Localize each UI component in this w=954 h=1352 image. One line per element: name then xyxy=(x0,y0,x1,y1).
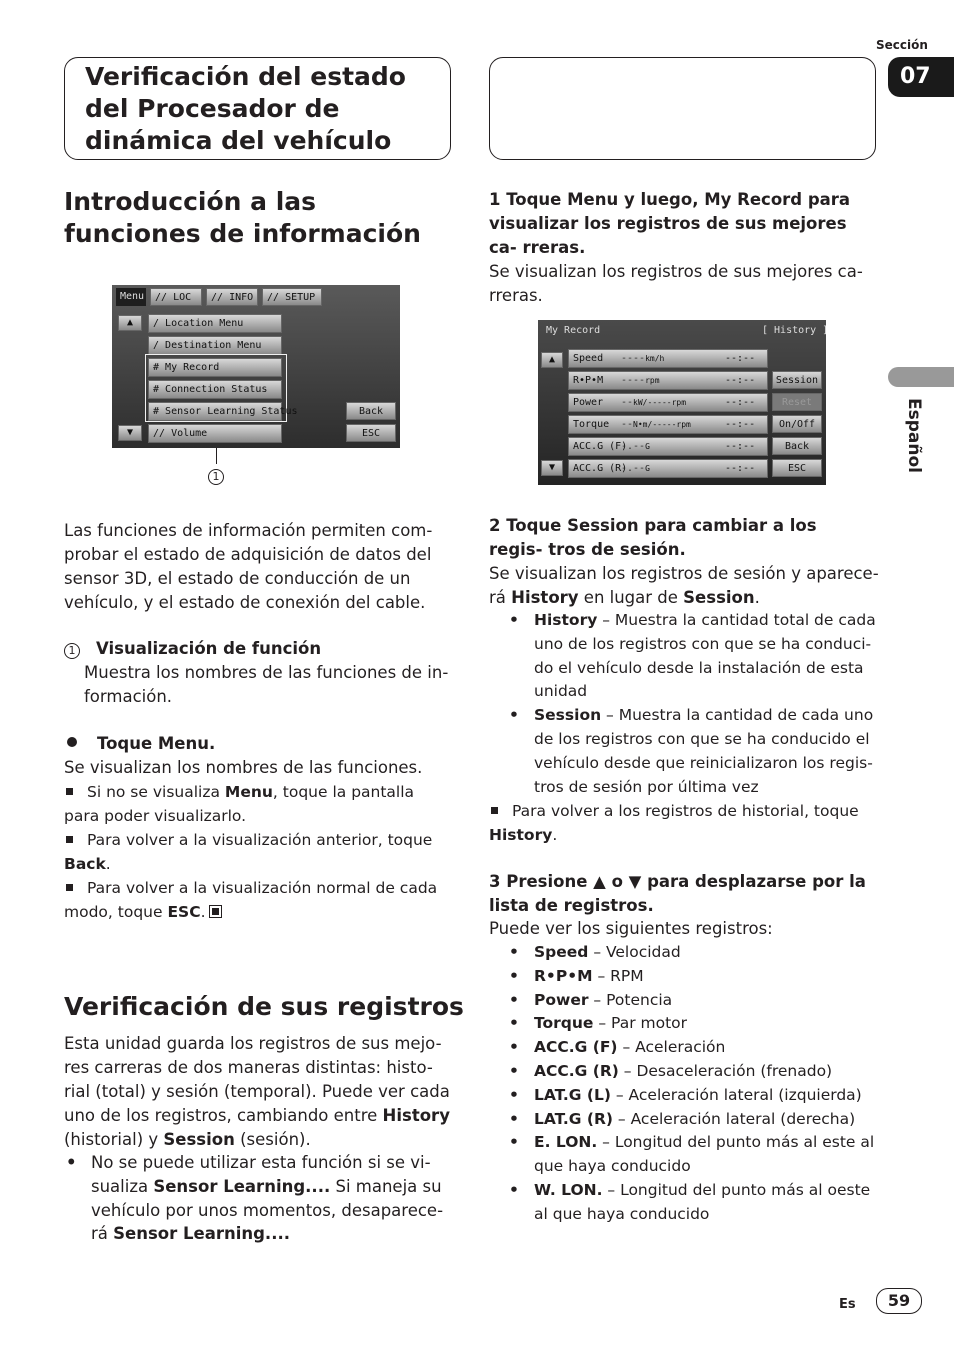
step-bullet-icon xyxy=(67,737,77,747)
records-bullets xyxy=(46,1151,446,1246)
step2-title: 2 Toque Session para cambiar a los regis- tros de sesión. xyxy=(489,516,817,559)
note-menu: Si no se visualiza Menu, toque la pantalla para poder visualizarlo. xyxy=(64,783,415,825)
step2-description: Se visualizan los registros de sesión y aparece- rá History en lugar de Session. xyxy=(489,564,879,607)
menu-tab: Menu xyxy=(116,288,146,306)
menu-item-sensor-learning-label: Sensor Learning Status xyxy=(165,406,298,417)
my-record-title: My Record xyxy=(546,325,601,336)
step1-description: Se visualizan los registros de sus mejores ca- rreras. xyxy=(489,262,863,305)
list-item: • E. LON. – Longitud del punto más al este al que haya conducido xyxy=(509,1133,875,1176)
note-square-icon xyxy=(66,884,73,891)
mode-definitions xyxy=(489,609,879,799)
intro-heading: Introducción a las funciones de información xyxy=(64,187,421,248)
callout-line xyxy=(216,448,217,464)
record-row-label: R•P•M xyxy=(573,375,604,386)
setup-tab-label: SETUP xyxy=(285,292,316,303)
reset-button: Reset xyxy=(772,393,822,411)
empty-header-box xyxy=(489,57,876,160)
record-row-unit: kW/-----rpm xyxy=(633,398,687,407)
my-record-mode: [ History ] xyxy=(762,325,829,336)
note-history: Para volver a los registros de historial, toque History. xyxy=(489,802,859,844)
list-item: • No se puede utilizar esta función si se vi- sualiza Sensor Learning.... Si maneja su vehículo por unos momentos, desaparece- rá Sensor Learning.... xyxy=(66,1153,444,1244)
intro-paragraph: Las funciones de información permiten com- probar el estado de adquisición de datos del sensor 3D, el estado de conducción de un vehículo, y el estado de conexión del cable. xyxy=(64,521,433,612)
scroll-up-button: ▲ xyxy=(541,352,563,368)
setup-tab: // SETUP xyxy=(262,288,322,306)
menu-item-location: / Location Menu xyxy=(148,314,282,333)
callout-marker: 1 xyxy=(208,469,224,485)
records-list xyxy=(489,941,879,1227)
toque-menu-block xyxy=(64,732,454,924)
record-row-unit: N•m/-----rpm xyxy=(633,420,691,429)
record-row-label: ACC.G (R) xyxy=(573,463,628,474)
callout-description: Muestra los nombres de las funciones de in- formación. xyxy=(84,663,449,706)
scroll-down-button: ▼ xyxy=(541,460,563,476)
list-item: • Session – Muestra la cantidad de cada uno de los registros con que se ha conducido el vehículo desde que reinicializaron los regis- tros de sesión por última vez xyxy=(509,706,874,796)
info-tab-label: INFO xyxy=(229,292,254,303)
chapter-title-box xyxy=(64,57,451,160)
section-number-badge: 07 xyxy=(888,57,954,97)
record-row-label: Torque xyxy=(573,419,610,430)
list-item: • W. LON. – Longitud del punto más al oeste al que haya conducido xyxy=(509,1180,871,1223)
list-item: • Torque – Par motor xyxy=(509,1014,688,1033)
menu-item-sensor-learning: # Sensor Learning Status xyxy=(148,402,282,421)
menu-item-my-record-label: My Record xyxy=(165,362,220,373)
record-row: ACC.G (F)-.--G --:-- xyxy=(568,437,768,456)
menu-item-volume: // Volume xyxy=(148,424,282,443)
list-item: • History – Muestra la cantidad total de cada uno de los registros con que se ha conduci- do el vehículo desde la instalación de esta unidad xyxy=(509,611,876,701)
record-row: Torque --N•m/-----rpm --:-- xyxy=(568,415,768,434)
toque-menu-description: Se visualizan los nombres de las funciones. xyxy=(64,758,423,777)
screen1-esc-button: ESC xyxy=(346,424,396,442)
scroll-down-button: ▼ xyxy=(118,425,142,441)
records-paragraph: Esta unidad guarda los registros de sus mejo- res carreras de dos maneras distintas: histo- rial (total) y sesión (temporal). Puede ver cada uno de los registros, cambiando entre History (historial) y Session (sesión). xyxy=(64,1034,450,1149)
screen2-back-button: Back xyxy=(772,437,822,455)
list-item: • LAT.G (R) – Aceleración lateral (derecha) xyxy=(509,1109,856,1128)
list-item: • LAT.G (L) – Aceleración lateral (izquierda) xyxy=(509,1085,862,1104)
record-row-unit: G xyxy=(645,464,650,473)
screen2-esc-button: ESC xyxy=(772,459,822,477)
list-item: • R•P•M – RPM xyxy=(509,966,644,985)
step3-title: 3 Presione ▲ o ▼ para desplazarse por la lista de registros. xyxy=(489,872,866,915)
language-tab-bar xyxy=(888,367,954,387)
records-heading: Verificación de sus registros xyxy=(64,992,464,1021)
menu-item-location-label: Location Menu xyxy=(165,318,244,329)
note-square-icon xyxy=(66,836,73,843)
step1-title: 1 Toque Menu y luego, My Record para visualizar los registros de sus mejores ca- rreras. xyxy=(489,190,851,257)
screen1-back-button: Back xyxy=(346,402,396,420)
menu-item-my-record: # My Record xyxy=(148,358,282,377)
toque-menu-title: Toque Menu. xyxy=(97,734,216,753)
info-tab: // INFO xyxy=(206,288,258,306)
loc-tab: // LOC xyxy=(150,288,202,306)
language-tab-label: Español xyxy=(904,398,924,473)
list-item: • ACC.G (R) – Desaceleración (frenado) xyxy=(509,1061,833,1080)
note-back: Para volver a la visualización anterior, toque Back. xyxy=(64,831,433,873)
record-row: ACC.G (R)-.--G --:-- xyxy=(568,459,768,478)
session-button: Session xyxy=(772,371,822,389)
list-item: • Power – Potencia xyxy=(509,990,673,1009)
chapter-title: Verificación del estado del Procesador de dinámica del vehículo xyxy=(85,62,406,155)
scroll-up-button: ▲ xyxy=(118,315,142,331)
menu-item-volume-label: Volume xyxy=(171,428,208,439)
callout-number: 1 xyxy=(64,643,80,659)
menu-item-destination-label: Destination Menu xyxy=(165,340,262,351)
page-number: 59 xyxy=(876,1288,922,1314)
note-square-icon xyxy=(491,807,498,814)
menu-item-connection: # Connection Status xyxy=(148,380,282,399)
record-row-unit: G xyxy=(645,442,650,451)
record-row-unit: rpm xyxy=(645,376,660,385)
record-row: R•P•M ----rpm --:-- xyxy=(568,371,768,390)
record-row-label: ACC.G (F) xyxy=(573,441,628,452)
loc-tab-label: LOC xyxy=(173,292,192,303)
note-square-icon xyxy=(66,788,73,795)
end-mark-icon xyxy=(209,905,222,918)
callout-title: Visualización de función xyxy=(96,639,322,658)
step3-description: Puede ver los siguientes registros: xyxy=(489,919,773,938)
record-row-unit: km/h xyxy=(645,354,665,363)
record-row-label: Power xyxy=(573,397,604,408)
onoff-button: On/Off xyxy=(772,415,822,433)
footer-lang-code: Es xyxy=(839,1297,856,1312)
menu-item-destination: / Destination Menu xyxy=(148,336,282,355)
callout-item xyxy=(64,637,454,709)
record-row: Speed ----km/h --:-- xyxy=(568,349,768,368)
section-label: Sección xyxy=(876,38,928,52)
record-row-label: Speed xyxy=(573,353,604,364)
note-esc: Para volver a la visualización normal de cada modo, toque ESC. xyxy=(64,879,438,921)
info-menu-screenshot xyxy=(112,285,400,448)
record-row: Power --kW/-----rpm --:-- xyxy=(568,393,768,412)
list-item: • Speed – Velocidad xyxy=(509,943,681,961)
menu-item-connection-label: Connection Status xyxy=(165,384,268,395)
my-record-screenshot xyxy=(538,320,829,485)
list-item: • ACC.G (F) – Aceleración xyxy=(509,1038,726,1057)
